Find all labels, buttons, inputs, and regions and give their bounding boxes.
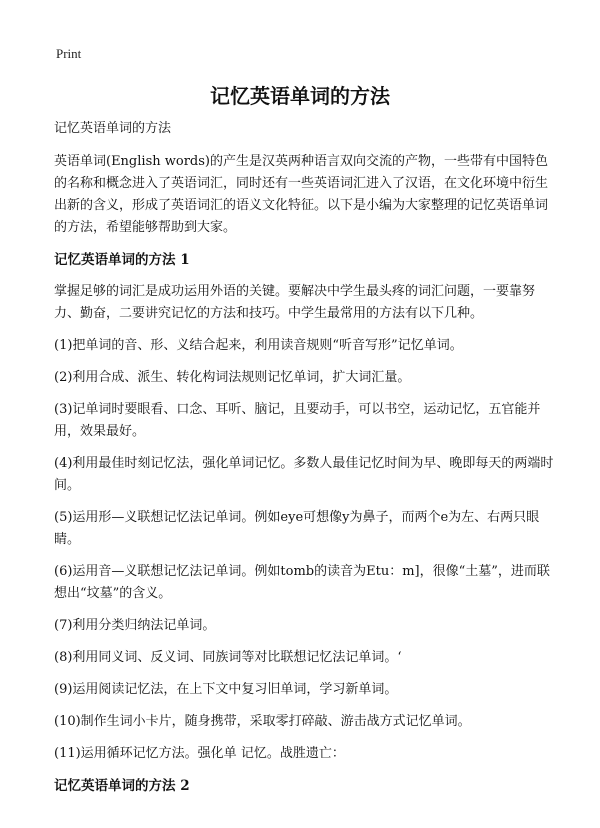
list-item: (1)把单词的音、形、义结合起来，利用读音规则“听音写形”记忆单词。 [54, 338, 463, 353]
section-heading-2: 记忆英语单词的方法 2 [54, 778, 190, 794]
section-intro-paragraph: 掌握足够的词汇是成功运用外语的关键。要解决中学生最头疼的词汇问题，一要靠努力、勤奋，二要讲究记忆的方法和技巧。中学生最常用的方法有以下几种。 [54, 284, 536, 321]
section-heading-1: 记忆英语单词的方法 1 [54, 252, 190, 268]
list-item: (11)运用循环记忆方法。强化单 记忆。战胜遗亡： [54, 746, 345, 761]
list-item: (3)记单词时要眼看、口念、耳听、脑记，且要动手，可以书空，运动记忆，五官能并用，效果最好。 [54, 402, 541, 439]
intro-paragraph: 英语单词(English words)的产生是汉英两种语言双向交流的产物，一些带有中国特色的名称和概念进入了英语词汇，同时还有一些英语词汇进入了汉语，在文化环境中衍生出新的含义，形成了英语词汇的语义文化特征。以下是小编为大家整理的记忆英语单词的方法，希望能够帮助到大家。 [54, 154, 549, 235]
print-link[interactable]: Print [56, 46, 82, 61]
list-item: (9)运用阅读记忆法，在上下文中复习旧单词，学习新单词。 [54, 682, 398, 697]
list-item: (4)利用最佳时刻记忆法，强化单词记忆。多数人最佳记忆时间为早、晚即每天的两端时间。 [54, 456, 554, 493]
article-subtitle: 记忆英语单词的方法 [54, 121, 172, 136]
list-item: (6)运用音—义联想记忆法记单词。例如tomb的读音为Etu：m]，很像“土墓”，进而联想出“坟墓”的含义。 [54, 564, 550, 601]
list-item: (10)制作生词小卡片，随身携带，采取零打碎敲、游击战方式记忆单词。 [54, 714, 471, 729]
list-item: (2)利用合成、派生、转化构词法规则记忆单词，扩大词汇量。 [54, 370, 411, 385]
list-item: (5)运用形—义联想记忆法记单词。例如eye可想像y为鼻子，而两个e为左、右两只眼睛。 [54, 510, 540, 547]
list-item: (7)利用分类归纳法记单词。 [54, 618, 216, 633]
article-body [54, 118, 554, 797]
page-title: 记忆英语单词的方法 [210, 84, 390, 108]
list-item: (8)利用同义词、反义词、同族词等对比联想记忆法记单词。‘ [54, 650, 402, 665]
